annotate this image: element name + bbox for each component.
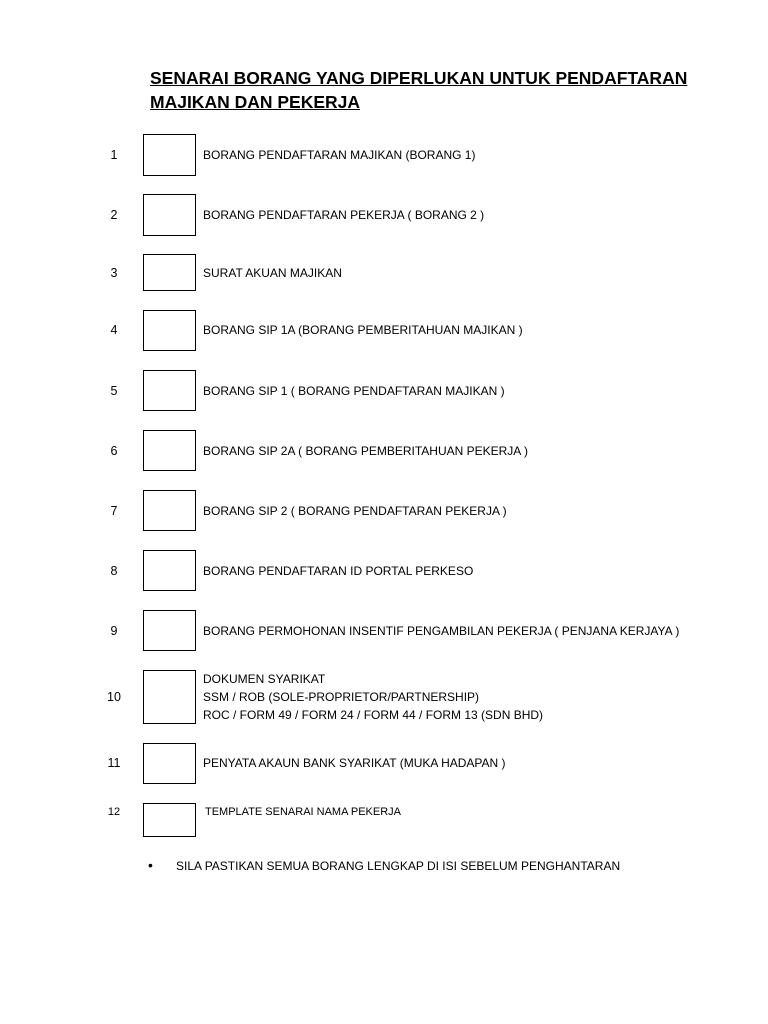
item-number: 1	[110, 148, 118, 162]
item-label	[205, 803, 745, 821]
item-label	[203, 670, 743, 724]
item-label-line: ROC / FORM 49 / FORM 24 / FORM 44 / FORM 13 (SDN BHD)	[203, 708, 544, 722]
item-label	[203, 622, 743, 640]
item-label	[203, 442, 743, 460]
checkbox-5[interactable]	[143, 370, 196, 411]
item-label-line: SURAT AKUAN MAJIKAN	[203, 266, 342, 280]
item-label	[203, 382, 743, 400]
checkbox-10[interactable]	[143, 670, 196, 724]
item-label	[203, 264, 743, 282]
checkbox-3[interactable]	[143, 254, 196, 291]
checkbox-9[interactable]	[143, 610, 196, 651]
item-label-line: BORANG PENDAFTARAN PEKERJA ( BORANG 2 )	[203, 208, 485, 222]
item-label-line: BORANG SIP 1 ( BORANG PENDAFTARAN MAJIKAN )	[203, 384, 505, 398]
page-title-line-1: SENARAI BORANG YANG DIPERLUKAN UNTUK PENDAFTARAN	[150, 68, 688, 88]
item-number: 4	[110, 323, 118, 337]
item-label-line: BORANG SIP 2 ( BORANG PENDAFTARAN PEKERJA )	[203, 504, 507, 518]
item-label-line: BORANG PENDAFTARAN MAJIKAN (BORANG 1)	[203, 148, 476, 162]
item-number: 7	[110, 504, 118, 518]
item-label-line: SSM / ROB (SOLE-PROPRIETOR/PARTNERSHIP)	[203, 690, 480, 704]
page-title-line-2: MAJIKAN DAN PEKERJA	[150, 92, 361, 112]
submission-note	[148, 856, 620, 875]
checkbox-12[interactable]	[143, 803, 196, 837]
item-label-line: BORANG SIP 2A ( BORANG PEMBERITAHUAN PEKERJA )	[203, 444, 528, 458]
item-number: 8	[110, 564, 118, 578]
checkbox-11[interactable]	[143, 743, 196, 784]
item-number: 3	[110, 266, 118, 280]
item-number: 5	[110, 384, 118, 398]
item-number: 2	[110, 208, 118, 222]
item-number: 10	[107, 690, 121, 704]
item-label-line: BORANG PENDAFTARAN ID PORTAL PERKESO	[203, 564, 474, 578]
item-label-line: TEMPLATE SENARAI NAMA PEKERJA	[205, 806, 402, 818]
item-label	[203, 146, 743, 164]
bullet-icon: •	[148, 857, 153, 873]
checkbox-7[interactable]	[143, 490, 196, 531]
checkbox-8[interactable]	[143, 550, 196, 591]
item-label	[203, 562, 743, 580]
item-label	[203, 206, 743, 224]
checkbox-4[interactable]	[143, 310, 196, 351]
item-label-line: BORANG SIP 1A (BORANG PEMBERITAHUAN MAJIKAN )	[203, 323, 523, 337]
checkbox-2[interactable]	[143, 194, 196, 236]
page-title	[150, 66, 710, 114]
item-label	[203, 321, 743, 339]
item-label	[203, 754, 743, 772]
item-number: 11	[107, 756, 121, 770]
item-label-line: PENYATA AKAUN BANK SYARIKAT (MUKA HADAPAN )	[203, 756, 506, 770]
note-text: SILA PASTIKAN SEMUA BORANG LENGKAP DI ISI SEBELUM PENGHANTARAN	[176, 859, 621, 873]
item-label-line: BORANG PERMOHONAN INSENTIF PENGAMBILAN PEKERJA ( PENJANA KERJAYA )	[203, 624, 680, 638]
item-number: 12	[107, 806, 121, 818]
checkbox-1[interactable]	[143, 134, 196, 176]
item-number: 9	[110, 624, 118, 638]
checkbox-6[interactable]	[143, 430, 196, 471]
item-label-line: DOKUMEN SYARIKAT	[203, 672, 326, 686]
item-number: 6	[110, 444, 118, 458]
item-label	[203, 502, 743, 520]
